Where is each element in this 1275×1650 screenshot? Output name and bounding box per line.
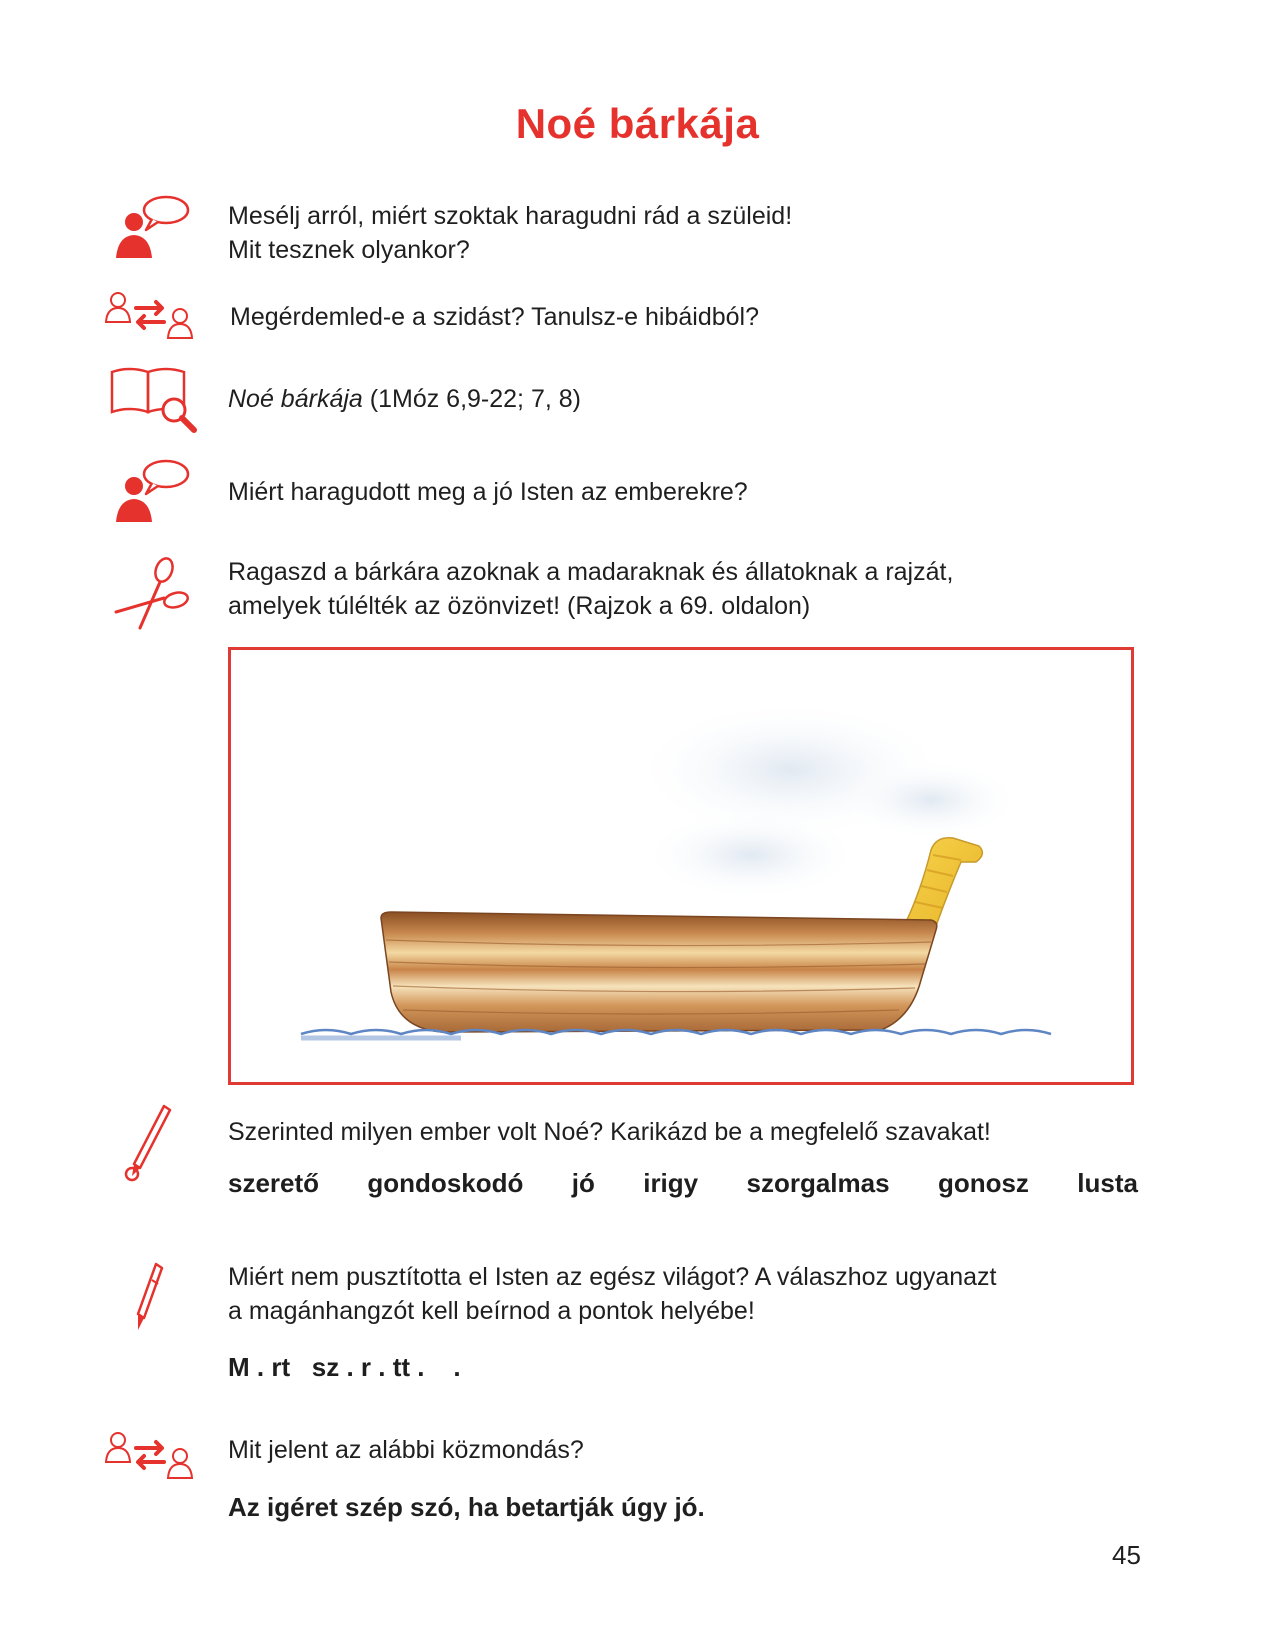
word-choice: jó (571, 1168, 595, 1198)
question-text: Megérdemled-e a szidást? Tanulsz-e hibáidból? (230, 303, 760, 331)
instruction-text: Ragaszd a bárkára azoknak a madaraknak és állatoknak a rajzát, (228, 558, 954, 586)
scissors-icon (112, 554, 192, 630)
speech-bubble-person-icon (112, 456, 192, 526)
cloud (841, 760, 1021, 840)
section-3-text (228, 382, 581, 416)
proverb: Az igéret szép szó, ha betartják úgy jó. (228, 1492, 705, 1522)
cloud (641, 810, 861, 900)
book-magnifier-icon (108, 364, 200, 436)
section-4-text (228, 475, 748, 509)
water-waves (301, 1030, 1051, 1034)
section-6-text (228, 1115, 991, 1149)
question-text: Miért nem pusztította el Isten az egész világot? A válaszhoz ugyanazt (228, 1263, 997, 1291)
question-text: Mesélj arról, miért szoktak haragudni rád a szüleid! (228, 202, 793, 230)
word-choices (228, 1168, 1138, 1199)
speech-bubble-person-icon (112, 192, 192, 262)
ark-illustration (231, 650, 1131, 1082)
section-5-text (228, 555, 953, 623)
pen-icon (130, 1260, 170, 1332)
word-choice: szerető (228, 1168, 320, 1198)
people-exchange-icon (104, 1430, 196, 1482)
page-title: Noé bárkája (515, 100, 760, 147)
pencil-icon (124, 1104, 176, 1182)
bible-reference: (1Móz 6,9-22; 7, 8) (362, 385, 581, 413)
section-8-text (228, 1433, 584, 1467)
word-choice: szorgalmas (746, 1168, 890, 1198)
instruction-text: amelyek túlélték az özönvizet! (Rajzok a 69. oldalon) (228, 592, 811, 620)
question-text: Mit jelent az alábbi közmondás? (228, 1436, 584, 1464)
page-number: 45 (1112, 1540, 1141, 1570)
word-choice: gonosz (937, 1168, 1029, 1198)
word-choice: gondoskodó (367, 1168, 524, 1198)
question-text: Mit tesznek olyankor? (228, 236, 470, 264)
story-title: Noé bárkája (228, 385, 363, 413)
question-text: Szerinted milyen ember volt Noé? Karikázd be a megfelelő szavakat! (228, 1118, 991, 1146)
people-exchange-icon (104, 290, 196, 342)
section-1-text (228, 199, 792, 267)
ark-prow (906, 838, 982, 926)
word-choice: irigy (643, 1168, 699, 1198)
question-text: a magánhangzót kell beírnod a pontok helyébe! (228, 1297, 755, 1325)
section-7-text (228, 1260, 996, 1328)
word-choice: lusta (1077, 1168, 1138, 1198)
vowel-puzzle: M . rt sz . r . tt . . (228, 1352, 461, 1382)
question-text: Miért haragudott meg a jó Isten az emberekre? (228, 478, 748, 506)
ark-illustration-frame (228, 647, 1134, 1085)
section-2-text (230, 300, 759, 334)
